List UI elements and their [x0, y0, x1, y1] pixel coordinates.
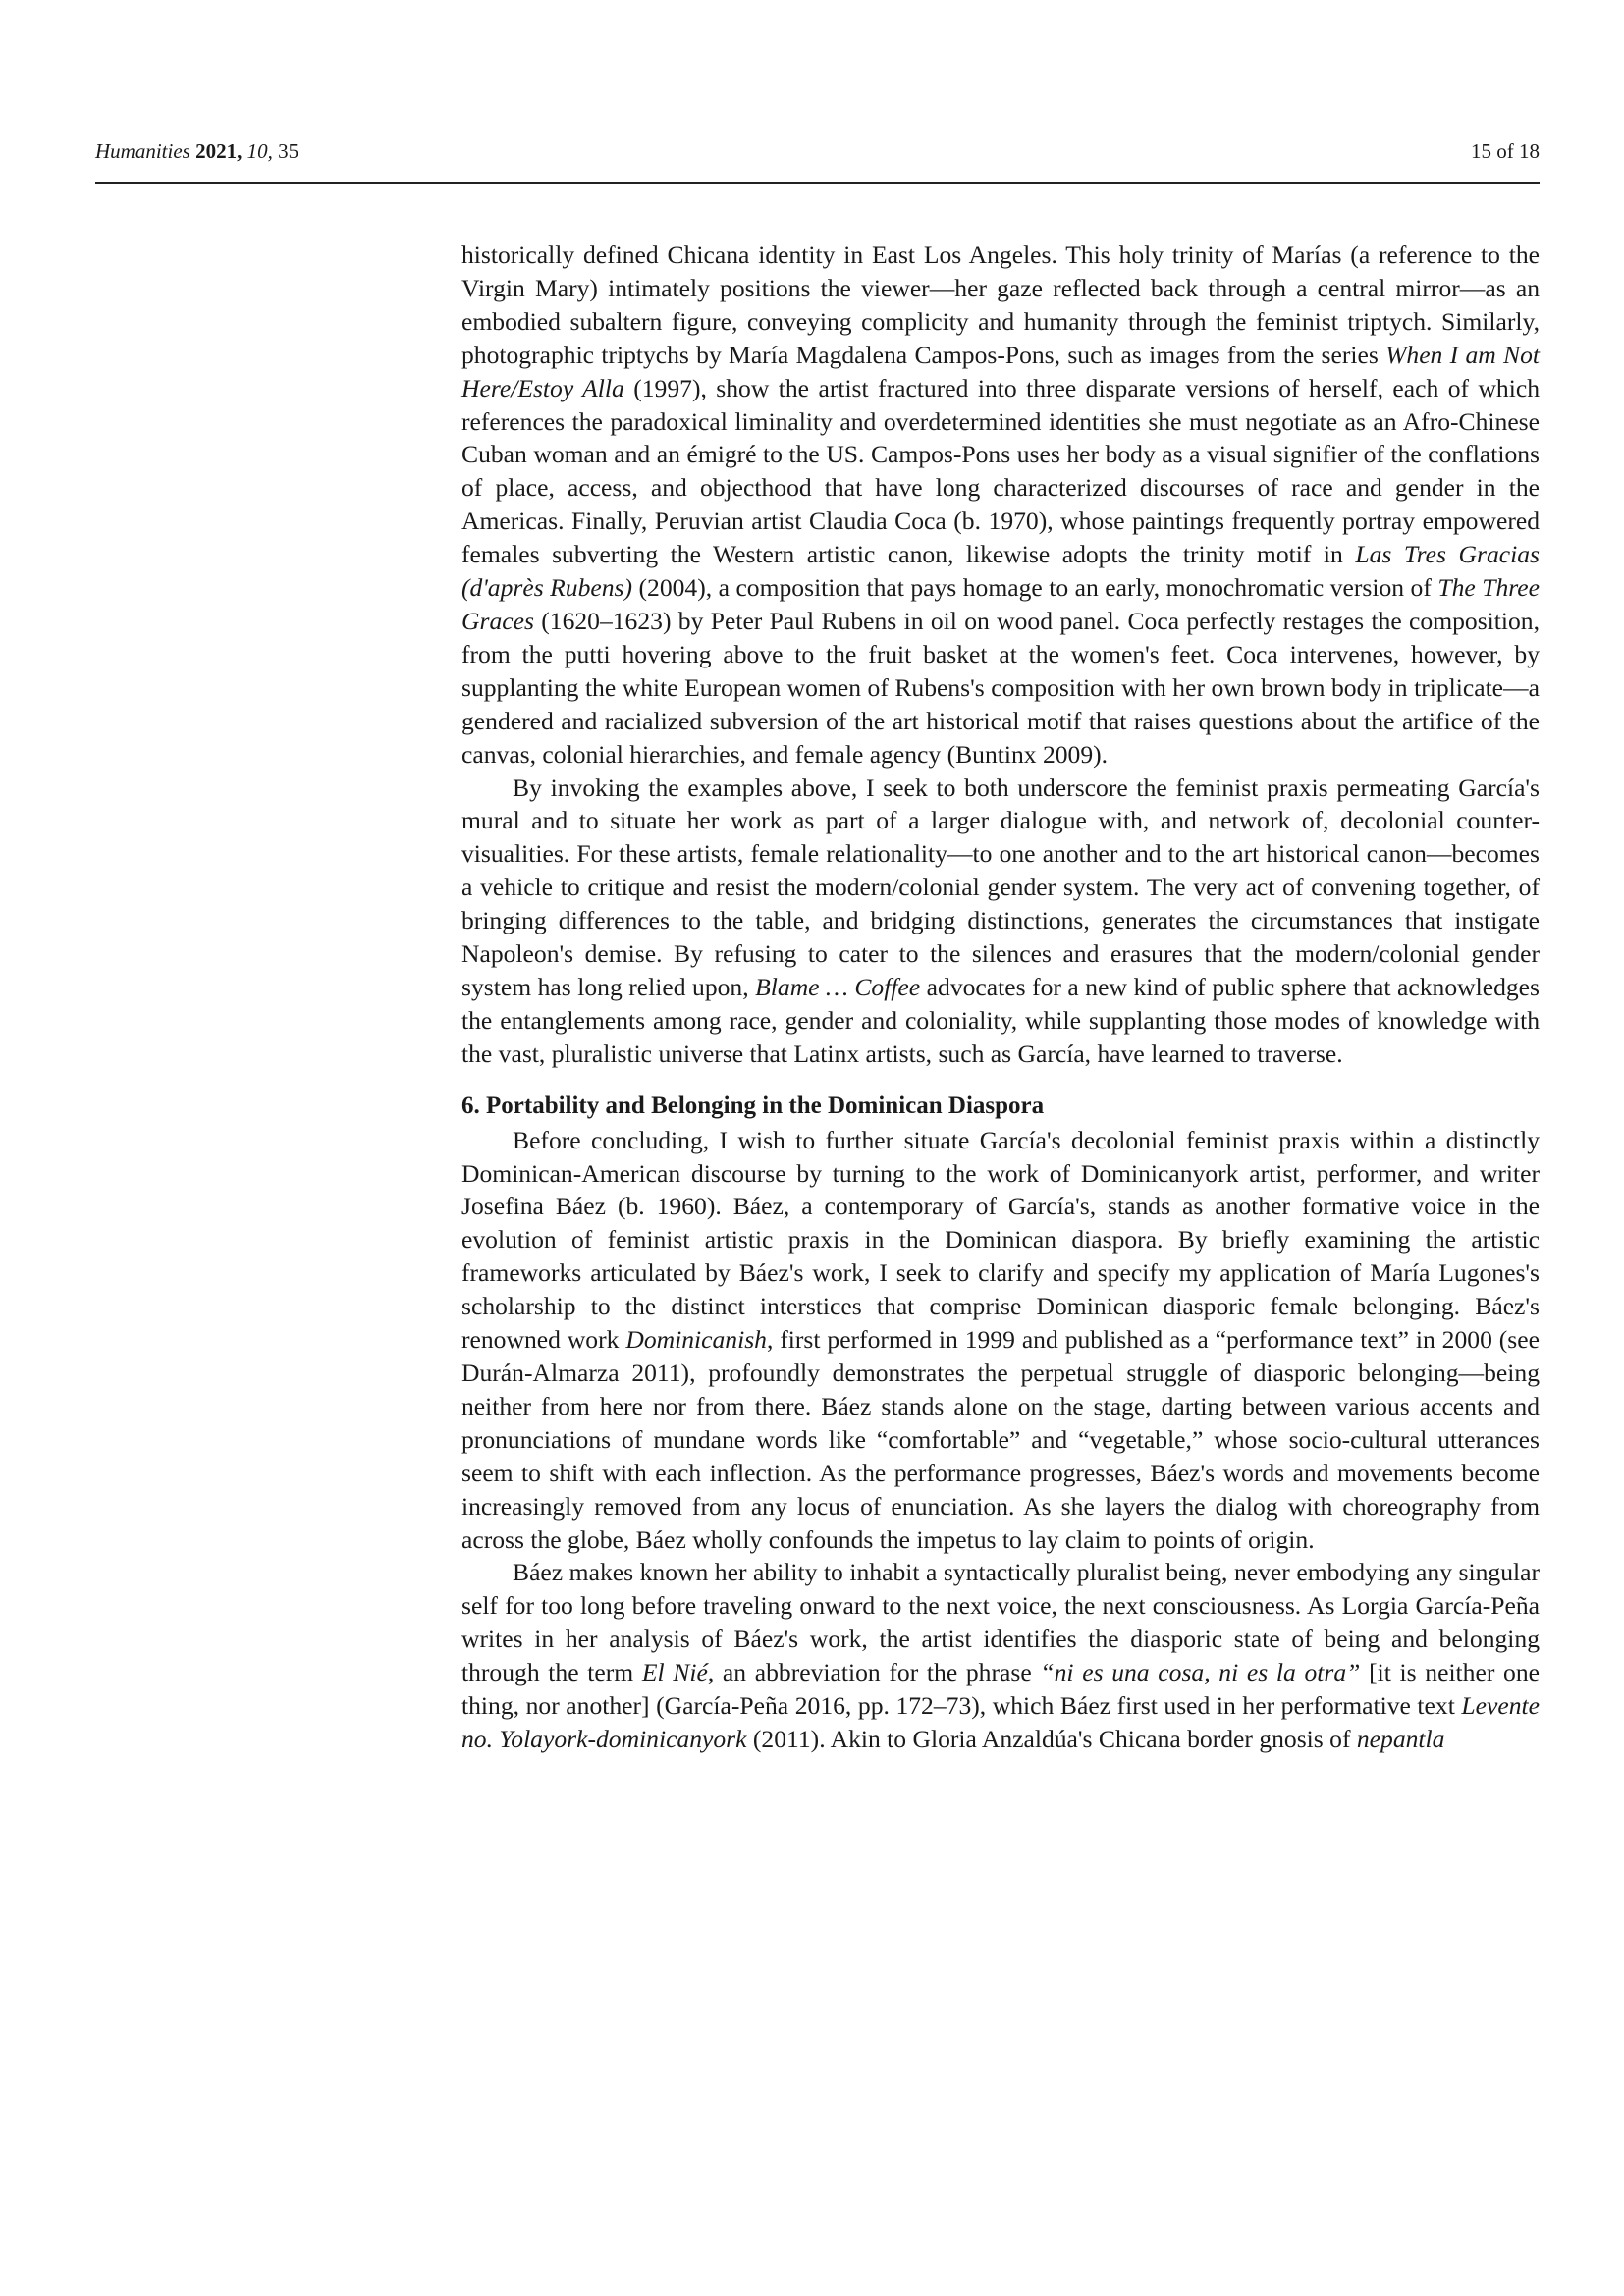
artwork-title: Las Tres Gracias (d'après Rubens) — [461, 540, 1540, 603]
artwork-title: The Three Graces — [461, 573, 1540, 635]
journal-name: Humanities — [95, 139, 190, 163]
text-run: (2011). Akin to Gloria Anzaldúa's Chicana border gnosis of — [746, 1724, 1357, 1753]
italic-phrase: “ni es una cosa, ni es la otra” — [1040, 1658, 1361, 1687]
article-body — [461, 239, 1540, 1756]
artwork-title: Dominicanish — [625, 1325, 767, 1355]
italic-term: nepantla — [1356, 1724, 1445, 1753]
journal-year: 2021, — [195, 139, 243, 163]
artwork-title: Blame … Coffee — [755, 972, 921, 1001]
article-number: 35 — [278, 139, 299, 163]
paragraph-4 — [461, 1556, 1540, 1755]
artwork-title: Levente no. Yolayork-dominicanyork — [461, 1691, 1540, 1753]
text-run: , first performed in 1999 and published as a “performance text” in 2000 (see Durán-Almarza 2011), profoundly demonstrates the perpetual struggle of diasporic belonging—being neither from here nor from there. Báez stands alone on the stage, darting between various accents and pronunciations of mundane words like “comfortable” and “vegetable,” whose socio-cultural utterances seem to shift with each inflection. As the performance progresses, Báez's words and movements become increasingly removed from any locus of enunciation. As she layers the dialog with choreography from across the globe, Báez wholly confounds the impetus to lay claim to points of origin. — [461, 1325, 1540, 1554]
italic-term: El Nié — [641, 1658, 708, 1687]
journal-citation — [95, 139, 298, 164]
text-run: By invoking the examples above, I seek to both underscore the feminist praxis permeating García's mural and to situate her work as part of a larger dialogue with, and network of, decolonial counter-visualities. For these artists, female relationality—to one another and to the art historical canon—becomes a vehicle to critique and resist the modern/colonial gender system. The very act of convening together, of bringing differences to the table, and bridging distinctions, generates the circumstances that instigate Napoleon's demise. By refusing to cater to the silences and erasures that the modern/colonial gender system has long relied upon, — [461, 773, 1540, 1001]
text-run: advocates for a new kind of public sphere that acknowledges the entanglements among race, gender and coloniality, while supplanting those modes of knowledge with the vast, pluralistic universe that Latinx artists, such as García, have learned to traverse. — [461, 972, 1540, 1068]
paragraph-1 — [461, 239, 1540, 772]
text-run: [it is neither one thing, nor another] (García-Peña 2016, pp. 172–73), which Báez first used in her performative text — [461, 1658, 1540, 1721]
text-run: (2004), a composition that pays homage to an early, monochromatic version of — [632, 573, 1438, 603]
text-run: (1997), show the artist fractured into three disparate versions of herself, each of which references the paradoxical liminality and overdetermined identities she must negotiate as an Afro-Chinese Cuban woman and an émigré to the US. Campos-Pons uses her body as a visual signifier of the conflations of place, access, and objecthood that have long characterized discourses of race and gender in the Americas. Finally, Peruvian artist Claudia Coca (b. 1970), whose paintings frequently portray empowered females subverting the Western artistic canon, likewise adopts the trinity motif in — [461, 373, 1540, 569]
text-run: historically defined Chicana identity in East Los Angeles. This holy trinity of Marías (a reference to the Virgin Mary) intimately positions the viewer—her gaze reflected back through a central mirror—as an embodied subaltern figure, conveying complicity and humanity through the feminist triptych. Similarly, photographic triptychs by María Magdalena Campos-Pons, such as images from the series — [461, 240, 1540, 369]
header-rule — [95, 182, 1540, 184]
text-run: Báez makes known her ability to inhabit a syntactically pluralist being, never embodying any singular self for too long before traveling onward to the next voice, the next consciousness. As Lorgia García-Peña writes in her analysis of Báez's work, the artist identifies the diasporic state of being and belonging through the term — [461, 1558, 1540, 1687]
page-number: 15 of 18 — [1471, 139, 1540, 163]
journal-volume: 10, — [246, 139, 273, 163]
artwork-title: When I am Not Here/Estoy Alla — [461, 340, 1540, 402]
text-run: Before concluding, I wish to further situate García's decolonial feminist praxis within a distinctly Dominican-American discourse by turning to the work of Dominicanyork artist, performer, and writer Josefina Báez (b. 1960). Báez, a contemporary of García's, stands as another formative voice in the evolution of feminist artistic praxis in the Dominican diaspora. By briefly examining the artistic frameworks articulated by Báez's work, I seek to clarify and specify my application of María Lugones's scholarship to the distinct interstices that comprise Dominican diasporic female belonging. Báez's renowned work — [461, 1125, 1540, 1355]
paragraph-2 — [461, 772, 1540, 1071]
section-heading: 6. Portability and Belonging in the Dominican Diaspora — [461, 1092, 1045, 1119]
text-run: (1620–1623) by Peter Paul Rubens in oil on wood panel. Coca perfectly restages the composition, from the putti hovering above to the fruit basket at the women's feet. Coca intervenes, however, by supplanting the white European women of Rubens's composition with her own brown body in triplicate—a gendered and racialized subversion of the art historical motif that raises questions about the artifice of the canvas, colonial hierarchies, and female agency (Buntinx 2009). — [461, 606, 1540, 769]
running-header — [95, 139, 1540, 179]
paragraph-3 — [461, 1124, 1540, 1557]
text-run: , an abbreviation for the phrase — [707, 1658, 1041, 1687]
